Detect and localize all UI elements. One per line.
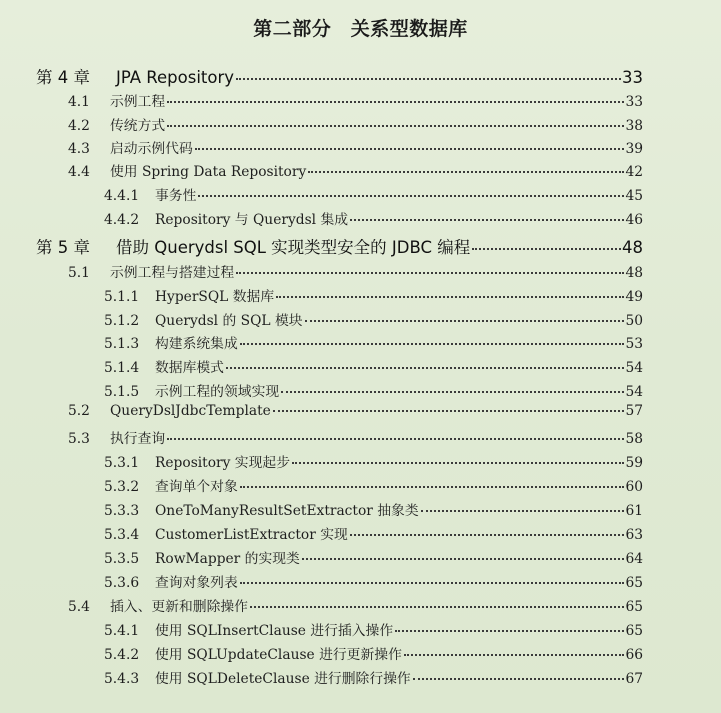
- dot-leader: [167, 438, 624, 440]
- toc-entry-number: 4.4.1: [104, 188, 140, 204]
- toc-entry-number: 5.3: [68, 431, 90, 447]
- toc-entry-page-number: 54: [625, 360, 643, 376]
- toc-entry-page-number: 54: [625, 384, 643, 400]
- toc-entry-page-number: 65: [625, 599, 643, 615]
- toc-entry-sub: [104, 208, 643, 228]
- toc-entry-title: 查询单个对象: [155, 479, 238, 495]
- toc-entry-page-number: 63: [625, 527, 643, 543]
- toc-entry-number: 5.1.1: [104, 289, 140, 305]
- dot-leader: [350, 534, 625, 536]
- toc-entry-section: [68, 114, 643, 134]
- toc-entry-title: 事务性: [155, 188, 197, 204]
- toc-entry-number: 5.1: [68, 265, 90, 281]
- toc-entry-number: 5.1.3: [104, 336, 140, 352]
- toc-entry-section: [68, 595, 643, 615]
- toc-entry-number: 5.4.1: [104, 623, 140, 639]
- toc-entry-number: 4.3: [68, 141, 90, 157]
- toc-entry-number: 5.1.4: [104, 360, 140, 376]
- toc-entry-page-number: 46: [625, 212, 643, 228]
- toc-entry-page-number: 49: [625, 289, 643, 305]
- toc-entry-title: 使用 SQLUpdateClause 进行更新操作: [155, 647, 402, 663]
- toc-entry-title: 传统方式: [110, 118, 166, 134]
- dot-leader: [292, 462, 624, 464]
- toc-entry-title: 启动示例代码: [110, 141, 193, 157]
- toc-entry-section: [68, 427, 643, 447]
- toc-entry-title: 数据库模式: [155, 360, 224, 376]
- toc-entry-page-number: 48: [622, 238, 643, 257]
- toc-entry-page-number: 38: [625, 118, 643, 134]
- toc-entry-title: RowMapper 的实现类: [155, 551, 300, 567]
- toc-entry-number: 5.2: [68, 403, 90, 419]
- dot-leader: [167, 101, 624, 103]
- toc-entry-title: 示例工程: [110, 94, 166, 110]
- dot-leader: [273, 410, 625, 412]
- toc-entry-chapter: [36, 234, 643, 258]
- toc-entry-title: JPA Repository: [116, 68, 235, 87]
- toc-entry-page-number: 65: [625, 575, 643, 591]
- toc-entry-title: 构建系统集成: [155, 336, 238, 352]
- toc-entry-title: 示例工程的领域实现: [155, 384, 280, 400]
- toc-entry-number: 5.4.3: [104, 671, 140, 687]
- toc-entry-title: Repository 实现起步: [155, 455, 290, 471]
- toc-entry-number: 5.4.2: [104, 647, 140, 663]
- toc-entry-sub: [104, 184, 643, 204]
- toc-entry-sub: [104, 451, 643, 471]
- toc-entry-number: 5.1.2: [104, 313, 140, 329]
- toc-entry-page-number: 42: [625, 164, 643, 180]
- toc-entry-sub: [104, 285, 643, 305]
- toc-entry-number: 第 5 章: [36, 238, 90, 257]
- toc-entry-number: 5.4: [68, 599, 90, 615]
- toc-entry-number: 第 4 章: [36, 68, 90, 87]
- dot-leader: [250, 606, 624, 608]
- dot-leader: [305, 320, 625, 322]
- dot-leader: [472, 248, 621, 250]
- toc-entry-page-number: 61: [625, 503, 643, 519]
- toc-entry-title: OneToManyResultSetExtractor 抽象类: [155, 503, 419, 519]
- toc-entry-sub: [104, 499, 643, 519]
- toc-entry-section: [68, 90, 643, 110]
- toc-entry-title: Querydsl 的 SQL 模块: [155, 313, 303, 329]
- dot-leader: [240, 343, 625, 345]
- toc-entry-sub: [104, 475, 643, 495]
- toc-entry-sub: [104, 643, 643, 663]
- dot-leader: [308, 171, 624, 173]
- toc-entry-chapter: [36, 64, 643, 88]
- dot-leader: [404, 654, 625, 656]
- dot-leader: [195, 148, 625, 150]
- toc-entry-number: 5.3.6: [104, 575, 140, 591]
- dot-leader: [421, 510, 625, 512]
- toc-entry-title: Repository 与 Querydsl 集成: [155, 212, 349, 228]
- toc-entry-sub: [104, 356, 643, 376]
- dot-leader: [167, 125, 624, 127]
- toc-entry-number: 5.3.3: [104, 503, 140, 519]
- toc-entry-title: 插入、更新和删除操作: [110, 599, 248, 615]
- toc-entry-sub: [104, 309, 643, 329]
- toc-entry-number: 5.3.1: [104, 455, 140, 471]
- toc-entry-sub: [104, 523, 643, 543]
- toc-entry-title: CustomerListExtractor 实现: [155, 527, 348, 543]
- toc-entry-section: [68, 137, 643, 157]
- toc-entry-page-number: 59: [625, 455, 643, 471]
- toc-entry-sub: [104, 619, 643, 639]
- dot-leader: [276, 296, 624, 298]
- toc-entry-number: 5.3.5: [104, 551, 140, 567]
- toc-entry-number: 5.1.5: [104, 384, 140, 400]
- toc-entry-title: 执行查询: [110, 431, 166, 447]
- dot-leader: [350, 219, 624, 221]
- toc-entry-title: 示例工程与搭建过程: [110, 265, 235, 281]
- toc-entry-section: [68, 403, 643, 419]
- dot-leader: [281, 391, 624, 393]
- toc-entry-number: 5.3.4: [104, 527, 140, 543]
- toc-entry-section: [68, 160, 643, 180]
- toc-entry-title: 借助 Querydsl SQL 实现类型安全的 JDBC 编程: [116, 238, 471, 257]
- toc-entry-title: 使用 SQLDeleteClause 进行删除行操作: [155, 671, 411, 687]
- toc-entry-section: [68, 261, 643, 281]
- toc-entry-sub: [104, 332, 643, 352]
- dot-leader: [198, 195, 624, 197]
- dot-leader: [226, 367, 624, 369]
- toc-entry-sub: [104, 380, 643, 400]
- toc-entry-page-number: 57: [625, 403, 643, 419]
- dot-leader: [395, 630, 624, 632]
- dot-leader: [413, 678, 625, 680]
- toc-entry-title: 查询对象列表: [155, 575, 238, 591]
- part-title: 第二部分 关系型数据库: [253, 18, 468, 40]
- toc-entry-number: 4.4.2: [104, 212, 140, 228]
- toc-entry-page-number: 60: [625, 479, 643, 495]
- dot-leader: [240, 486, 625, 488]
- dot-leader: [236, 272, 624, 274]
- toc-entry-page-number: 45: [625, 188, 643, 204]
- toc-entry-sub: [104, 571, 643, 591]
- toc-entry-page-number: 33: [625, 94, 643, 110]
- toc-entry-page-number: 48: [625, 265, 643, 281]
- toc-entry-page-number: 58: [625, 431, 643, 447]
- toc-entry-number: 4.2: [68, 118, 90, 134]
- toc-entry-title: QueryDslJdbcTemplate: [110, 403, 271, 419]
- toc-entry-number: 4.1: [68, 94, 90, 110]
- toc-entry-page-number: 67: [625, 671, 643, 687]
- toc-entry-page-number: 64: [625, 551, 643, 567]
- toc-entry-number: 5.3.2: [104, 479, 140, 495]
- toc-entry-page-number: 50: [625, 313, 643, 329]
- dot-leader: [240, 582, 625, 584]
- toc-entry-page-number: 65: [625, 623, 643, 639]
- dot-leader: [236, 78, 621, 80]
- toc-entry-page-number: 66: [625, 647, 643, 663]
- toc-entry-title: 使用 Spring Data Repository: [110, 164, 307, 180]
- toc-entry-title: 使用 SQLInsertClause 进行插入操作: [155, 623, 394, 639]
- toc-entry-sub: [104, 547, 643, 567]
- toc-entry-page-number: 33: [622, 68, 643, 87]
- toc-entry-page-number: 53: [625, 336, 643, 352]
- toc-entry-title: HyperSQL 数据库: [155, 289, 275, 305]
- toc-entry-number: 4.4: [68, 164, 90, 180]
- dot-leader: [302, 558, 625, 560]
- toc-entry-page-number: 39: [625, 141, 643, 157]
- toc-entry-sub: [104, 667, 643, 687]
